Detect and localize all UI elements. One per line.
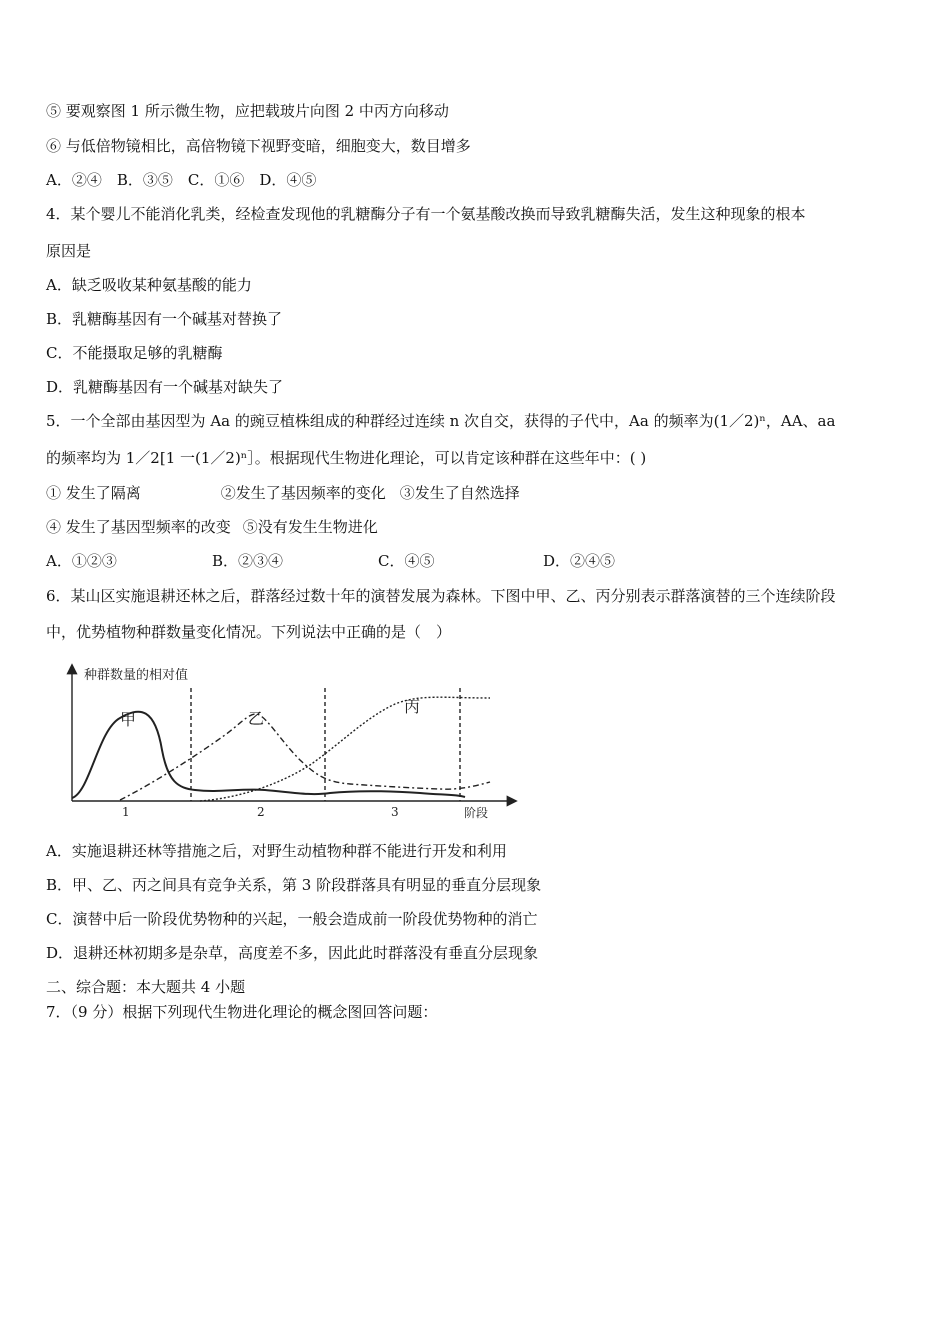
x-tick-2: 2 [257, 805, 265, 819]
q4-option-d: D．乳糖酶基因有一个碱基对缺失了 [46, 378, 284, 396]
q5-option-d: D．②④⑤ [543, 552, 616, 570]
q6-option-b: B．甲、乙、丙之间具有竞争关系，第 3 阶段群落具有明显的垂直分层现象 [46, 876, 542, 894]
y-axis-label: 种群数量的相对值 [84, 668, 189, 683]
q5-stem-line1: 5．一个全部由基因型为 Aa 的豌豆植株组成的种群经过连续 n 次自交，获得的子代中，Aa 的频率为(1／2)ⁿ，AA、aa [46, 412, 836, 430]
q5-statements-row2 [46, 517, 378, 537]
succession-chart-svg [60, 660, 520, 820]
q4-option-a: A．缺乏吸收某种氨基酸的能力 [46, 276, 252, 294]
x-axis-label: 阶段 [464, 806, 489, 820]
q5-statement-2: ②发生了基因频率的变化 [220, 484, 386, 502]
q5-statement-1: ① 发生了隔离 [46, 484, 141, 502]
x-tick-1: 1 [122, 805, 130, 819]
q4-stem-line1: 4．某个婴儿不能消化乳类，经检查发现他的乳糖酶分子有一个氨基酸改换而导致乳糖酶失活，发生这种现象的根本 [46, 205, 806, 223]
q5-options [46, 551, 615, 571]
x-tick-3: 3 [391, 805, 399, 819]
q3-options: A．②④ B．③⑤ C．①⑥ D．④⑤ [46, 171, 317, 189]
statement-6: ⑥ 与低倍物镜相比，高倍物镜下视野变暗，细胞变大，数目增多 [46, 137, 471, 155]
series-jia-label: 甲 [120, 710, 137, 729]
section-2-title: 二、综合题：本大题共 4 小题 [46, 978, 246, 996]
q6-option-a: A．实施退耕还林等措施之后，对野生动植物种群不能进行开发和利用 [46, 842, 507, 860]
series-yi-line [120, 714, 490, 800]
q5-option-b: B．②③④ [212, 552, 284, 570]
q6-option-d: D．退耕还林初期多是杂草，高度差不多，因此此时群落没有垂直分层现象 [46, 944, 539, 962]
series-yi-label: 乙 [248, 709, 265, 728]
q5-option-a: A．①②③ [46, 552, 117, 570]
q6-option-c: C．演替中后一阶段优势物种的兴起，一般会造成前一阶段优势物种的消亡 [46, 910, 538, 928]
q4-stem-line2: 原因是 [46, 242, 92, 260]
succession-chart [60, 660, 520, 820]
q5-option-c: C．④⑤ [378, 552, 435, 570]
series-bing-label: 丙 [404, 697, 421, 716]
q5-statement-5: ⑤没有发生生物进化 [242, 518, 378, 536]
q7-stem: 7．（9 分）根据下列现代生物进化理论的概念图回答问题： [46, 1003, 438, 1021]
q6-stem-line1: 6．某山区实施退耕还林之后，群落经过数十年的演替发展为森林。下图中甲、乙、丙分别表示群落演替的三个连续阶段 [46, 587, 836, 605]
q5-stem-line2: 的频率均为 1／2[1 一(1／2)ⁿ］。根据现代生物进化理论，可以肯定该种群在这些年中：( ) [46, 449, 647, 467]
q5-statement-4: ④ 发生了基因型频率的改变 [46, 518, 231, 536]
q4-option-c: C．不能摄取足够的乳糖酶 [46, 344, 223, 362]
q5-statement-3: ③发生了自然选择 [399, 484, 520, 502]
series-bing-line [200, 697, 490, 801]
statement-5: ⑤ 要观察图 1 所示微生物，应把载玻片向图 2 中丙方向移动 [46, 102, 449, 120]
q5-statements-row1 [46, 483, 520, 503]
q4-option-b: B．乳糖酶基因有一个碱基对替换了 [46, 310, 283, 328]
q6-stem-line2: 中，优势植物种群数量变化情况。下列说法中正确的是（ ） [46, 623, 452, 641]
